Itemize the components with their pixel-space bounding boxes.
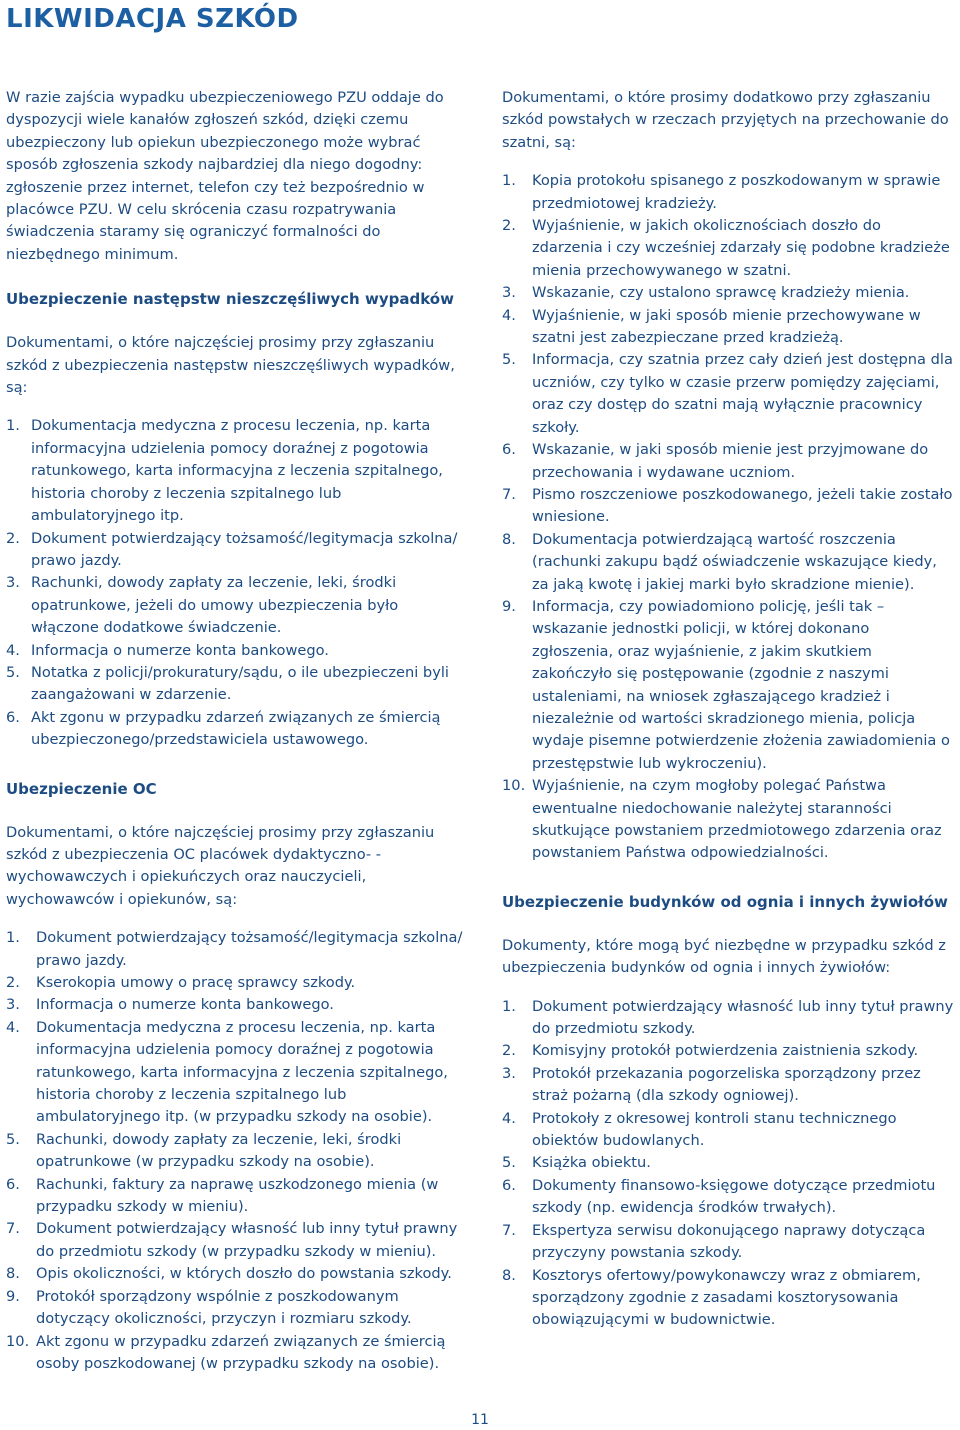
list-item-number: 8. (502, 1266, 516, 1284)
list-item-text: Rachunki, faktury za naprawę uszkodzonego mienia (w przypadku szkody w mieniu). (36, 1175, 439, 1216)
list-item-number: 2. (6, 529, 20, 547)
list-item-number: 2. (502, 1042, 516, 1060)
list-item (502, 1175, 954, 1220)
fire-lead: Dokumenty, które mogą być niezbędne w przypadku szkód z ubezpieczenia budynków od ognia i innych żywiołów: (502, 936, 946, 977)
nnw-heading: Ubezpieczenie następstw nieszczęśliwych wypadków (6, 290, 454, 309)
list-item (6, 1017, 468, 1129)
list-item (6, 1129, 468, 1174)
list-item-number: 6. (502, 441, 516, 459)
list-item-number: 5. (502, 1154, 516, 1172)
list-item-text: Informacja, czy powiadomiono policję, jeśli tak – wskazanie jednostki policji, w której dokonano zgłoszenia, oraz wyjaśnienie, z jakim skutkiem zakończyło się postępowanie (zgodnie z naszymi ustaleniami, na wniosek zgłaszającego kradzież i niezależnie od wartości skradzionego mienia, policja wydaje pisemne potwierdzenie złożenia zawiadomienia o przestępstwie lub wykroczeniu). (532, 597, 950, 772)
list-item-text: Dokumentacja potwierdzającą wartość roszczenia (rachunki zakupu bądź oświadczenie wskazujące kiedy, za jaką kwotę i jakiej marki było skradzione mienie). (532, 530, 937, 593)
list-item (502, 1040, 954, 1062)
list-item-number: 4. (502, 1109, 516, 1127)
list-item-text: Informacja, czy szatnia przez cały dzień jest dostępna dla uczniów, czy tylko w czasie przerw pomiędzy zajęciami, oraz czy dostęp do szatni mają wyłącznie pracownicy szkoły. (532, 351, 953, 436)
list-item-text: Dokument potwierdzający własność lub inny tytuł prawny do przedmiotu szkody. (532, 997, 954, 1038)
list-item (6, 972, 468, 994)
list-item-number: 5. (502, 351, 516, 369)
list-item-number: 2. (502, 217, 516, 235)
list-item-number: 4. (6, 1018, 20, 1036)
list-item-text: Protokoły z okresowej kontroli stanu technicznego obiektów budowlanych. (532, 1109, 897, 1150)
list-item (6, 707, 468, 752)
list-item (502, 1063, 954, 1108)
list-item-text: Pismo roszczeniowe poszkodowanego, jeżeli takie zostało wniesione. (532, 485, 953, 526)
list-item (502, 529, 954, 596)
list-item (502, 439, 954, 484)
list-item-text: Kopia protokołu spisanego z poszkodowanym w sprawie przedmiotowej kradzieży. (532, 172, 941, 212)
fire-list (502, 996, 954, 1332)
list-item (502, 1108, 954, 1153)
list-item-number: 6. (6, 1175, 20, 1193)
list-item-text: Informacja o numerze konta bankowego. (36, 996, 334, 1014)
list-item (6, 640, 468, 662)
list-item-text: Wyjaśnienie, w jakich okolicznościach doszło do zdarzenia i czy wcześniej zdarzały się podobne kradzieże mienia przechowywanego w szatni. (532, 217, 950, 279)
nnw-list (6, 415, 468, 751)
list-item (6, 927, 468, 972)
intro-paragraph: W razie zajścia wypadku ubezpieczeniowego PZU oddaje do dyspozycji wiele kanałów zgłoszeń szkód, dzięki czemu ubezpieczony lub opiekun ubezpieczonego może wybrać sposób zgłoszenia szkody najbardziej dla niego dogodny: zgłoszenie przez internet, telefon czy też bezpośrednio w placówce PZU. W celu skrócenia czasu rozpatrywania świadczenia staramy się ograniczyć formalności do niezbędnego minimum. (6, 89, 444, 263)
list-item (6, 415, 468, 527)
page-title: LIKWIDACJA SZKÓD (6, 4, 299, 34)
list-item-text: Opis okoliczności, w których doszło do powstania szkody. (36, 1265, 452, 1283)
list-item-text: Wyjaśnienie, na czym mogłoby polegać Państwa ewentualne niedochowanie należytej staranności skutkujące powstaniem przedmiotowego zdarzenia oraz powstaniem Państwa odpowiedzialności. (532, 777, 942, 862)
list-item (502, 349, 954, 439)
list-item (502, 596, 954, 775)
list-item-number: 3. (502, 284, 516, 302)
list-item-text: Protokół sporządzony wspólnie z poszkodowanym dotyczący okoliczności, przyczyn i rozmiaru szkody. (36, 1287, 412, 1328)
list-item (502, 170, 954, 215)
list-item-text: Akt zgonu w przypadku zdarzeń związanych ze śmiercią osoby poszkodowanej (w przypadku szkody na osobie). (36, 1332, 446, 1372)
list-item (6, 572, 468, 639)
list-item-number: 7. (502, 485, 516, 503)
oc-list (6, 927, 468, 1375)
list-item-number: 1. (6, 929, 20, 947)
page-number: 11 (471, 1412, 489, 1428)
list-item-text: Wskazanie, w jaki sposób mienie jest przyjmowane do przechowania i wydawane uczniom. (532, 441, 929, 481)
list-item-number: 3. (6, 996, 20, 1014)
list-item (6, 1263, 468, 1285)
list-item-number: 4. (502, 306, 516, 324)
list-item (6, 1218, 468, 1263)
oc-heading: Ubezpieczenie OC (6, 779, 157, 798)
list-item-text: Kosztorys ofertowy/powykonawczy wraz z obmiarem, sporządzony zgodnie z zasadami kosztorysowania obowiązującymi w budownictwie. (532, 1266, 921, 1329)
list-item-number: 5. (6, 1130, 20, 1148)
list-item (502, 215, 954, 282)
theft-lead: Dokumentami, o które prosimy dodatkowo przy zgłaszaniu szkód powstałych w rzeczach przyjętych na przechowanie do szatni, są: (502, 89, 949, 151)
list-item-number: 2. (6, 974, 20, 991)
list-item (502, 305, 954, 350)
list-item-number: 4. (6, 641, 20, 659)
list-item-number: 8. (6, 1265, 20, 1283)
list-item-number: 1. (502, 997, 516, 1015)
list-item-text: Protokół przekazania pogorzeliska sporządzony przez straż pożarną (dla szkody ogniowej). (532, 1064, 921, 1105)
nnw-lead: Dokumentami, o które najczęściej prosimy przy zgłaszaniu szkód z ubezpieczenia następstw nieszczęśliwych wypadków, są: (6, 334, 455, 397)
list-item-text: Rachunki, dowody zapłaty za leczenie, leki, środki opatrunkowe, jeżeli do umowy ubezpieczenia było włączone dodatkowe świadczenie. (31, 574, 399, 637)
list-item-number: 10. (6, 1332, 30, 1350)
list-item-number: 9. (6, 1287, 20, 1305)
list-item (502, 1265, 954, 1332)
list-item-number: 1. (6, 417, 20, 435)
list-item-number: 6. (502, 1176, 516, 1194)
list-item-number: 1. (502, 172, 516, 190)
list-item-text: Ekspertyza serwisu dokonującego naprawy dotycząca przyczyny powstania szkody. (532, 1221, 926, 1262)
list-item-text: Informacja o numerze konta bankowego. (31, 641, 329, 659)
list-item-number: 10. (502, 777, 526, 795)
list-item (6, 662, 468, 707)
right-column (502, 87, 954, 1332)
list-item (6, 528, 468, 573)
list-item (502, 282, 954, 304)
list-item-text: Dokumenty finansowo-księgowe dotyczące przedmiotu szkody (np. ewidencja środków trwałych). (532, 1176, 936, 1217)
list-item (502, 775, 954, 865)
list-item (6, 1174, 468, 1219)
theft-list (502, 170, 954, 865)
list-item-text: Komisyjny protokół potwierdzenia zaistnienia szkody. (532, 1042, 919, 1060)
list-item (502, 996, 954, 1041)
list-item (6, 1286, 468, 1331)
list-item (6, 994, 468, 1016)
list-item-text: Rachunki, dowody zapłaty za leczenie, leki, środki opatrunkowe (w przypadku szkody na osobie). (36, 1130, 402, 1171)
list-item-text: Wskazanie, czy ustalono sprawcę kradzieży mienia. (532, 284, 910, 302)
list-item-text: Notatka z policji/prokuratury/sądu, o ile ubezpieczeni byli zaangażowani w zdarzenie. (31, 663, 449, 704)
list-item (502, 1220, 954, 1265)
list-item-text: Wyjaśnienie, w jaki sposób mienie przechowywane w szatni jest zabezpieczane przed kradzieżą. (532, 306, 921, 347)
list-item (6, 1331, 468, 1376)
list-item-number: 5. (6, 663, 20, 681)
list-item-number: 6. (6, 708, 20, 726)
list-item-text: Dokument potwierdzający własność lub inny tytuł prawny do przedmiotu szkody (w przypadku szkody w mieniu). (36, 1220, 458, 1260)
list-item (502, 1152, 954, 1174)
list-item-number: 7. (6, 1220, 20, 1238)
list-item-number: 3. (502, 1064, 516, 1082)
list-item (502, 484, 954, 529)
list-item-text: Dokument potwierdzający tożsamość/legitymacja szkolna/ prawo jazdy. (31, 529, 458, 569)
list-item-text: Dokument potwierdzający tożsamość/legitymacja szkolna/ prawo jazdy. (36, 929, 463, 969)
left-column (6, 87, 468, 1375)
list-item-text: Książka obiektu. (532, 1154, 651, 1172)
list-item-number: 9. (502, 597, 516, 615)
list-item-number: 3. (6, 574, 20, 592)
list-item-text: Akt zgonu w przypadku zdarzeń związanych ze śmiercią ubezpieczonego/przedstawiciela ustawowego. (31, 708, 441, 749)
list-item-text: Kserokopia umowy o pracę sprawcy szkody. (36, 974, 356, 991)
list-item-number: 7. (502, 1221, 516, 1239)
list-item-text: Dokumentacja medyczna z procesu leczenia, np. karta informacyjna udzielenia pomocy doraźnej z pogotowia ratunkowego, karta informacyjna z leczenia szpitalnego, historia choroby z leczenia szpitalnego lub ambulatoryjnego itp. (w przypadku szkody na osobie). (36, 1018, 448, 1126)
list-item-text: Dokumentacja medyczna z procesu leczenia, np. karta informacyjna udzielenia pomocy doraźnej z pogotowia ratunkowego, karta informacyjna z leczenia szpitalnego, historia choroby z leczenia szpitalnego lub ambulatoryjnego itp. (31, 417, 443, 525)
list-item-number: 8. (502, 530, 516, 548)
oc-lead: Dokumentami, o które najczęściej prosimy przy zgłaszaniu szkód z ubezpieczenia OC placówek dydaktyczno- -wychowawczych i opiekuńczych oraz nauczycieli, wychowawców i opiekunów, są: (6, 823, 435, 908)
fire-heading: Ubezpieczenie budynków od ognia i innych żywiołów (502, 892, 948, 911)
